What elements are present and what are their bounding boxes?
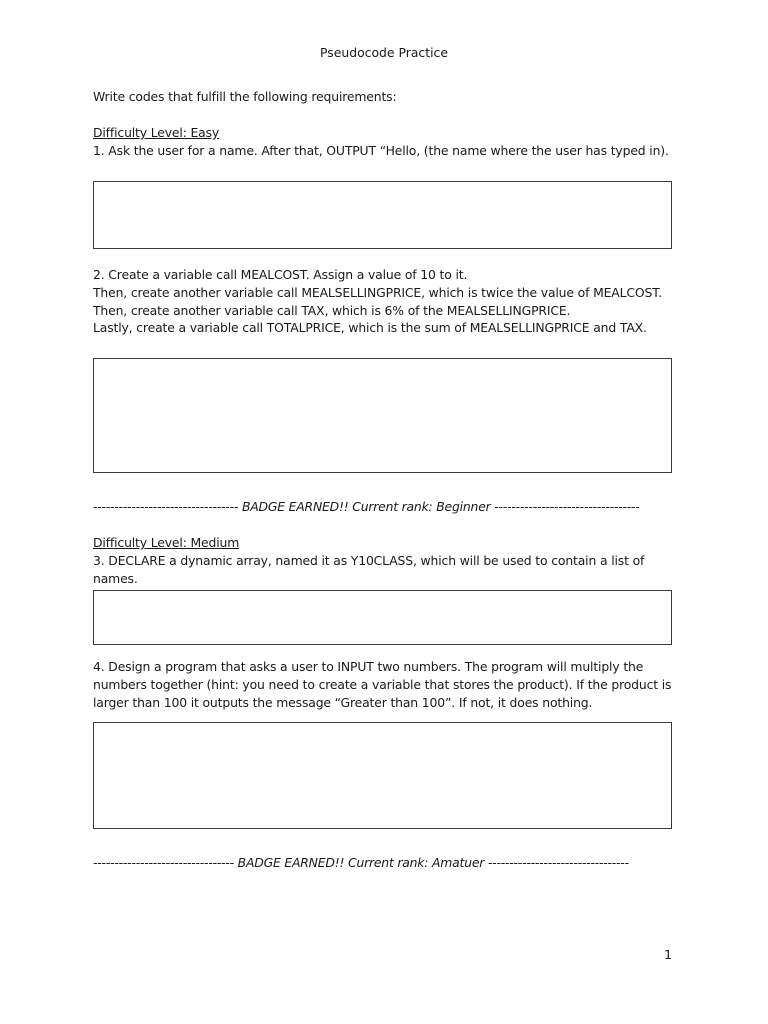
question-3-block <box>93 534 678 587</box>
question-4-block <box>93 658 678 711</box>
answer-box-question-1[interactable] <box>93 181 672 249</box>
section-heading-easy: Difficulty Level: Easy <box>93 125 220 140</box>
question-2-line-1: 2. Create a variable call MEALCOST. Assign a value of 10 to it. <box>93 267 468 282</box>
question-4-text: 4. Design a program that asks a user to INPUT two numbers. The program will multiply the numbers together (hint: you need to create a variable that stores the product). If the product is larger than 100 it outputs the message “Greater than 100”. If not, it does nothing. <box>93 659 672 710</box>
page-number: 1 <box>664 947 672 962</box>
question-3-text: 3. DECLARE a dynamic array, named it as Y10CLASS, which will be used to contain a list of names. <box>93 552 645 586</box>
question-2-line-4: Lastly, create a variable call TOTALPRICE, which is the sum of MEALSELLINGPRICE and TAX. <box>93 320 647 336</box>
section-heading-medium: Difficulty Level: Medium <box>93 535 240 550</box>
document-title: Pseudocode Practice <box>320 45 448 60</box>
question-1-text: 1. Ask the user for a name. After that, OUTPUT “Hello, (the name where the user has typed in). <box>93 142 669 158</box>
answer-box-question-4[interactable] <box>93 722 672 829</box>
question-2-line-3: Then, create another variable call TAX, which is 6% of the MEALSELLINGPRICE. <box>93 302 571 318</box>
question-2-line-2: Then, create another variable call MEALSELLINGPRICE, which is twice the value of MEALCOST. <box>93 284 662 300</box>
answer-box-question-2[interactable] <box>93 358 672 473</box>
question-1-block <box>93 124 678 160</box>
question-2-block <box>93 266 678 337</box>
badge-beginner: ---------------------------------- BADGE EARNED!! Current rank: Beginner ---------------------------------- <box>93 499 640 514</box>
instructions-text: Write codes that fulfill the following requirements: <box>93 89 397 104</box>
answer-box-question-3[interactable] <box>93 590 672 645</box>
badge-amateur: --------------------------------- BADGE EARNED!! Current rank: Amatuer --------------------------------- <box>93 855 629 870</box>
